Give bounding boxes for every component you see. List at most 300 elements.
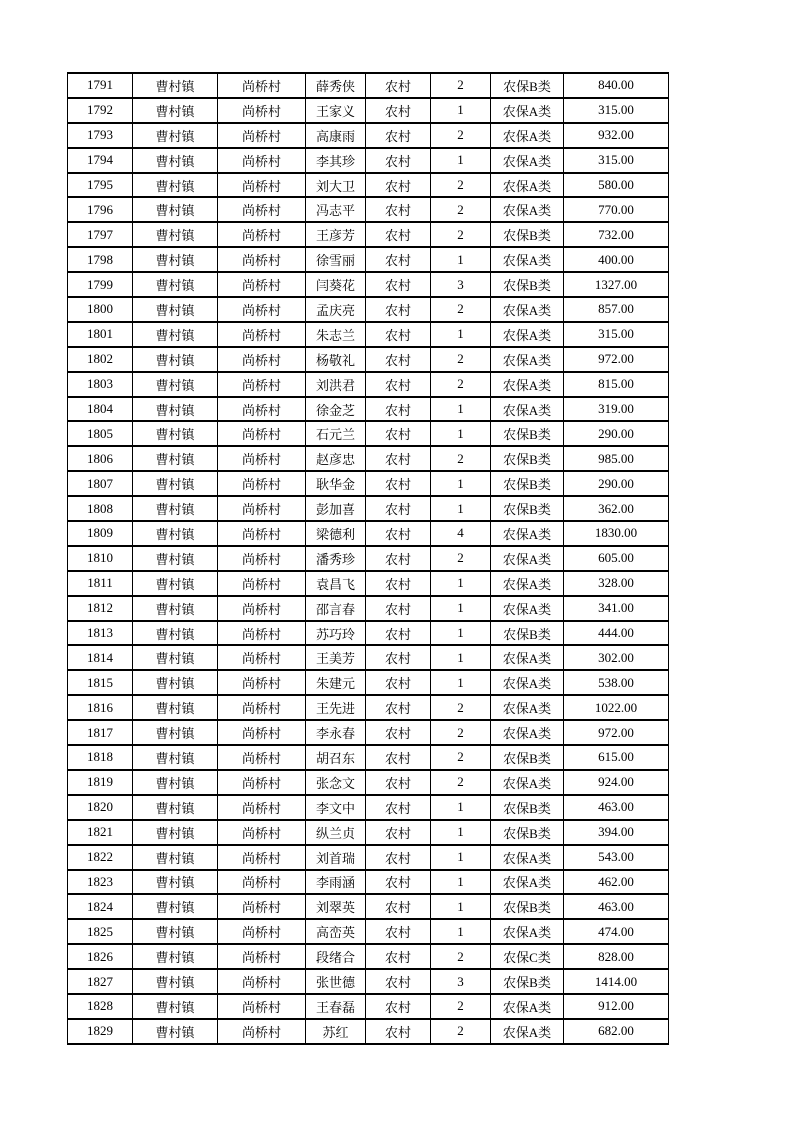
person-name-cell: 彭加喜 <box>306 496 366 521</box>
table-row <box>68 820 669 845</box>
person-name-cell: 赵彦忠 <box>306 446 366 471</box>
amount-cell: 912.00 <box>564 994 669 1019</box>
table-row <box>68 272 669 297</box>
person-name-cell: 张念文 <box>306 770 366 795</box>
amount-cell: 932.00 <box>564 123 669 148</box>
town-cell: 曹村镇 <box>133 670 218 695</box>
category-cell: 农村 <box>366 546 431 571</box>
town-cell: 曹村镇 <box>133 845 218 870</box>
village-cell: 尚桥村 <box>218 870 306 895</box>
amount-cell: 328.00 <box>564 571 669 596</box>
serial-number-cell: 1816 <box>68 695 133 720</box>
table-row <box>68 347 669 372</box>
insurance-type-cell: 农保A类 <box>491 919 564 944</box>
person-count-cell: 1 <box>431 148 491 173</box>
category-cell: 农村 <box>366 98 431 123</box>
insurance-type-cell: 农保A类 <box>491 123 564 148</box>
amount-cell: 972.00 <box>564 720 669 745</box>
town-cell: 曹村镇 <box>133 372 218 397</box>
person-count-cell: 2 <box>431 73 491 98</box>
person-count-cell: 2 <box>431 720 491 745</box>
village-cell: 尚桥村 <box>218 521 306 546</box>
amount-cell: 315.00 <box>564 148 669 173</box>
amount-cell: 341.00 <box>564 596 669 621</box>
insurance-type-cell: 农保A类 <box>491 695 564 720</box>
serial-number-cell: 1828 <box>68 994 133 1019</box>
amount-cell: 1327.00 <box>564 272 669 297</box>
amount-cell: 924.00 <box>564 770 669 795</box>
amount-cell: 770.00 <box>564 197 669 222</box>
table-row <box>68 720 669 745</box>
insurance-type-cell: 农保A类 <box>491 173 564 198</box>
category-cell: 农村 <box>366 720 431 745</box>
village-cell: 尚桥村 <box>218 919 306 944</box>
table-row <box>68 372 669 397</box>
village-cell: 尚桥村 <box>218 322 306 347</box>
person-name-cell: 刘翠英 <box>306 894 366 919</box>
table-row <box>68 919 669 944</box>
person-count-cell: 3 <box>431 969 491 994</box>
person-count-cell: 2 <box>431 1019 491 1044</box>
table-row <box>68 123 669 148</box>
table-row <box>68 173 669 198</box>
serial-number-cell: 1802 <box>68 347 133 372</box>
person-count-cell: 2 <box>431 770 491 795</box>
category-cell: 农村 <box>366 795 431 820</box>
insurance-type-cell: 农保A类 <box>491 571 564 596</box>
insurance-type-cell: 农保A类 <box>491 148 564 173</box>
person-count-cell: 2 <box>431 297 491 322</box>
town-cell: 曹村镇 <box>133 621 218 646</box>
person-count-cell: 2 <box>431 546 491 571</box>
town-cell: 曹村镇 <box>133 521 218 546</box>
serial-number-cell: 1810 <box>68 546 133 571</box>
town-cell: 曹村镇 <box>133 745 218 770</box>
category-cell: 农村 <box>366 471 431 496</box>
person-count-cell: 1 <box>431 98 491 123</box>
village-cell: 尚桥村 <box>218 745 306 770</box>
category-cell: 农村 <box>366 173 431 198</box>
person-name-cell: 李永春 <box>306 720 366 745</box>
table-row <box>68 1019 669 1044</box>
amount-cell: 732.00 <box>564 222 669 247</box>
table-row <box>68 596 669 621</box>
insurance-type-cell: 农保A类 <box>491 247 564 272</box>
insurance-type-cell: 农保A类 <box>491 994 564 1019</box>
serial-number-cell: 1811 <box>68 571 133 596</box>
insurance-type-cell: 农保A类 <box>491 347 564 372</box>
village-cell: 尚桥村 <box>218 496 306 521</box>
village-cell: 尚桥村 <box>218 247 306 272</box>
village-cell: 尚桥村 <box>218 571 306 596</box>
person-count-cell: 2 <box>431 123 491 148</box>
table-row <box>68 98 669 123</box>
insurance-type-cell: 农保A类 <box>491 197 564 222</box>
village-cell: 尚桥村 <box>218 820 306 845</box>
amount-cell: 362.00 <box>564 496 669 521</box>
insurance-type-cell: 农保A类 <box>491 546 564 571</box>
town-cell: 曹村镇 <box>133 322 218 347</box>
serial-number-cell: 1823 <box>68 870 133 895</box>
person-count-cell: 4 <box>431 521 491 546</box>
serial-number-cell: 1797 <box>68 222 133 247</box>
insurance-type-cell: 农保C类 <box>491 944 564 969</box>
table-row <box>68 944 669 969</box>
table-row <box>68 496 669 521</box>
serial-number-cell: 1824 <box>68 894 133 919</box>
amount-cell: 400.00 <box>564 247 669 272</box>
insurance-type-cell: 农保A类 <box>491 596 564 621</box>
person-name-cell: 冯志平 <box>306 197 366 222</box>
town-cell: 曹村镇 <box>133 73 218 98</box>
table-row <box>68 795 669 820</box>
person-count-cell: 2 <box>431 695 491 720</box>
amount-cell: 857.00 <box>564 297 669 322</box>
serial-number-cell: 1818 <box>68 745 133 770</box>
village-cell: 尚桥村 <box>218 546 306 571</box>
town-cell: 曹村镇 <box>133 148 218 173</box>
village-cell: 尚桥村 <box>218 297 306 322</box>
category-cell: 农村 <box>366 148 431 173</box>
person-name-cell: 苏巧玲 <box>306 621 366 646</box>
table-row <box>68 870 669 895</box>
serial-number-cell: 1807 <box>68 471 133 496</box>
serial-number-cell: 1820 <box>68 795 133 820</box>
person-count-cell: 1 <box>431 247 491 272</box>
person-name-cell: 王美芳 <box>306 645 366 670</box>
town-cell: 曹村镇 <box>133 645 218 670</box>
category-cell: 农村 <box>366 894 431 919</box>
category-cell: 农村 <box>366 297 431 322</box>
table-row <box>68 845 669 870</box>
insurance-type-cell: 农保A类 <box>491 770 564 795</box>
town-cell: 曹村镇 <box>133 1019 218 1044</box>
table-row <box>68 670 669 695</box>
person-name-cell: 李雨涵 <box>306 870 366 895</box>
amount-cell: 580.00 <box>564 173 669 198</box>
town-cell: 曹村镇 <box>133 496 218 521</box>
amount-cell: 972.00 <box>564 347 669 372</box>
table-row <box>68 148 669 173</box>
person-name-cell: 纵兰贞 <box>306 820 366 845</box>
category-cell: 农村 <box>366 645 431 670</box>
amount-cell: 615.00 <box>564 745 669 770</box>
person-count-cell: 2 <box>431 222 491 247</box>
category-cell: 农村 <box>366 969 431 994</box>
category-cell: 农村 <box>366 820 431 845</box>
table-row <box>68 770 669 795</box>
person-name-cell: 邵言春 <box>306 596 366 621</box>
town-cell: 曹村镇 <box>133 969 218 994</box>
town-cell: 曹村镇 <box>133 919 218 944</box>
serial-number-cell: 1821 <box>68 820 133 845</box>
town-cell: 曹村镇 <box>133 546 218 571</box>
amount-cell: 463.00 <box>564 894 669 919</box>
category-cell: 农村 <box>366 670 431 695</box>
village-cell: 尚桥村 <box>218 73 306 98</box>
town-cell: 曹村镇 <box>133 347 218 372</box>
village-cell: 尚桥村 <box>218 173 306 198</box>
village-cell: 尚桥村 <box>218 969 306 994</box>
amount-cell: 815.00 <box>564 372 669 397</box>
table-row <box>68 197 669 222</box>
person-name-cell: 李其珍 <box>306 148 366 173</box>
person-count-cell: 1 <box>431 471 491 496</box>
person-count-cell: 1 <box>431 845 491 870</box>
village-cell: 尚桥村 <box>218 471 306 496</box>
insurance-type-cell: 农保B类 <box>491 471 564 496</box>
serial-number-cell: 1800 <box>68 297 133 322</box>
village-cell: 尚桥村 <box>218 123 306 148</box>
amount-cell: 538.00 <box>564 670 669 695</box>
town-cell: 曹村镇 <box>133 894 218 919</box>
table-row <box>68 247 669 272</box>
insurance-type-cell: 农保B类 <box>491 73 564 98</box>
serial-number-cell: 1801 <box>68 322 133 347</box>
person-count-cell: 2 <box>431 446 491 471</box>
insurance-type-cell: 农保A类 <box>491 521 564 546</box>
table-row <box>68 695 669 720</box>
amount-cell: 290.00 <box>564 421 669 446</box>
person-name-cell: 刘洪君 <box>306 372 366 397</box>
person-count-cell: 1 <box>431 820 491 845</box>
insurance-type-cell: 农保A类 <box>491 645 564 670</box>
person-name-cell: 段绪合 <box>306 944 366 969</box>
table-row <box>68 745 669 770</box>
person-count-cell: 1 <box>431 870 491 895</box>
serial-number-cell: 1791 <box>68 73 133 98</box>
table-row <box>68 73 669 98</box>
serial-number-cell: 1826 <box>68 944 133 969</box>
person-name-cell: 薛秀侠 <box>306 73 366 98</box>
serial-number-cell: 1814 <box>68 645 133 670</box>
village-cell: 尚桥村 <box>218 695 306 720</box>
amount-cell: 985.00 <box>564 446 669 471</box>
insurance-type-cell: 农保A类 <box>491 98 564 123</box>
table-row <box>68 222 669 247</box>
town-cell: 曹村镇 <box>133 98 218 123</box>
insurance-type-cell: 农保A类 <box>491 670 564 695</box>
category-cell: 农村 <box>366 372 431 397</box>
serial-number-cell: 1805 <box>68 421 133 446</box>
person-name-cell: 张世德 <box>306 969 366 994</box>
person-name-cell: 刘首瑞 <box>306 845 366 870</box>
table-row <box>68 446 669 471</box>
amount-cell: 463.00 <box>564 795 669 820</box>
person-name-cell: 梁德利 <box>306 521 366 546</box>
category-cell: 农村 <box>366 845 431 870</box>
category-cell: 农村 <box>366 1019 431 1044</box>
serial-number-cell: 1796 <box>68 197 133 222</box>
amount-cell: 682.00 <box>564 1019 669 1044</box>
insurance-type-cell: 农保B类 <box>491 446 564 471</box>
person-count-cell: 1 <box>431 322 491 347</box>
table-row <box>68 471 669 496</box>
person-name-cell: 耿华金 <box>306 471 366 496</box>
insurance-type-cell: 农保A类 <box>491 870 564 895</box>
category-cell: 农村 <box>366 322 431 347</box>
category-cell: 农村 <box>366 994 431 1019</box>
town-cell: 曹村镇 <box>133 446 218 471</box>
insurance-type-cell: 农保B类 <box>491 222 564 247</box>
insurance-type-cell: 农保B类 <box>491 421 564 446</box>
amount-cell: 462.00 <box>564 870 669 895</box>
serial-number-cell: 1803 <box>68 372 133 397</box>
person-count-cell: 2 <box>431 944 491 969</box>
insurance-type-cell: 农保B类 <box>491 272 564 297</box>
person-name-cell: 王先进 <box>306 695 366 720</box>
table-row <box>68 521 669 546</box>
insurance-type-cell: 农保B类 <box>491 894 564 919</box>
person-name-cell: 高峦英 <box>306 919 366 944</box>
category-cell: 农村 <box>366 73 431 98</box>
serial-number-cell: 1829 <box>68 1019 133 1044</box>
category-cell: 农村 <box>366 272 431 297</box>
person-count-cell: 2 <box>431 745 491 770</box>
person-count-cell: 2 <box>431 197 491 222</box>
category-cell: 农村 <box>366 571 431 596</box>
person-name-cell: 袁昌飞 <box>306 571 366 596</box>
village-cell: 尚桥村 <box>218 795 306 820</box>
insurance-type-cell: 农保B类 <box>491 496 564 521</box>
town-cell: 曹村镇 <box>133 870 218 895</box>
table-row <box>68 994 669 1019</box>
category-cell: 农村 <box>366 347 431 372</box>
village-cell: 尚桥村 <box>218 347 306 372</box>
amount-cell: 302.00 <box>564 645 669 670</box>
person-name-cell: 潘秀珍 <box>306 546 366 571</box>
town-cell: 曹村镇 <box>133 720 218 745</box>
town-cell: 曹村镇 <box>133 571 218 596</box>
table-row <box>68 969 669 994</box>
amount-cell: 394.00 <box>564 820 669 845</box>
insurance-type-cell: 农保A类 <box>491 322 564 347</box>
person-name-cell: 石元兰 <box>306 421 366 446</box>
serial-number-cell: 1799 <box>68 272 133 297</box>
category-cell: 农村 <box>366 222 431 247</box>
category-cell: 农村 <box>366 695 431 720</box>
insurance-type-cell: 农保A类 <box>491 1019 564 1044</box>
serial-number-cell: 1808 <box>68 496 133 521</box>
serial-number-cell: 1813 <box>68 621 133 646</box>
village-cell: 尚桥村 <box>218 372 306 397</box>
person-name-cell: 王彦芳 <box>306 222 366 247</box>
person-count-cell: 1 <box>431 397 491 422</box>
person-count-cell: 1 <box>431 645 491 670</box>
village-cell: 尚桥村 <box>218 720 306 745</box>
person-count-cell: 2 <box>431 347 491 372</box>
person-count-cell: 3 <box>431 272 491 297</box>
category-cell: 农村 <box>366 870 431 895</box>
village-cell: 尚桥村 <box>218 397 306 422</box>
person-count-cell: 1 <box>431 596 491 621</box>
village-cell: 尚桥村 <box>218 596 306 621</box>
village-cell: 尚桥村 <box>218 222 306 247</box>
table-body <box>68 73 669 1044</box>
table-row <box>68 322 669 347</box>
serial-number-cell: 1804 <box>68 397 133 422</box>
village-cell: 尚桥村 <box>218 944 306 969</box>
person-name-cell: 闫葵花 <box>306 272 366 297</box>
insurance-type-cell: 农保B类 <box>491 745 564 770</box>
table-row <box>68 546 669 571</box>
amount-cell: 319.00 <box>564 397 669 422</box>
insurance-type-cell: 农保A类 <box>491 845 564 870</box>
person-count-cell: 1 <box>431 795 491 820</box>
town-cell: 曹村镇 <box>133 820 218 845</box>
amount-cell: 840.00 <box>564 73 669 98</box>
person-name-cell: 徐金芝 <box>306 397 366 422</box>
person-count-cell: 1 <box>431 670 491 695</box>
amount-cell: 1022.00 <box>564 695 669 720</box>
town-cell: 曹村镇 <box>133 421 218 446</box>
table-row <box>68 397 669 422</box>
amount-cell: 290.00 <box>564 471 669 496</box>
category-cell: 农村 <box>366 247 431 272</box>
category-cell: 农村 <box>366 397 431 422</box>
village-cell: 尚桥村 <box>218 148 306 173</box>
town-cell: 曹村镇 <box>133 695 218 720</box>
person-name-cell: 王春磊 <box>306 994 366 1019</box>
amount-cell: 1414.00 <box>564 969 669 994</box>
village-cell: 尚桥村 <box>218 421 306 446</box>
person-name-cell: 朱志兰 <box>306 322 366 347</box>
category-cell: 农村 <box>366 919 431 944</box>
village-cell: 尚桥村 <box>218 197 306 222</box>
village-cell: 尚桥村 <box>218 98 306 123</box>
town-cell: 曹村镇 <box>133 944 218 969</box>
village-cell: 尚桥村 <box>218 645 306 670</box>
table-row <box>68 621 669 646</box>
amount-cell: 1830.00 <box>564 521 669 546</box>
category-cell: 农村 <box>366 446 431 471</box>
category-cell: 农村 <box>366 123 431 148</box>
category-cell: 农村 <box>366 944 431 969</box>
person-count-cell: 2 <box>431 372 491 397</box>
village-cell: 尚桥村 <box>218 994 306 1019</box>
serial-number-cell: 1793 <box>68 123 133 148</box>
table-row <box>68 421 669 446</box>
amount-cell: 543.00 <box>564 845 669 870</box>
table-row <box>68 297 669 322</box>
person-name-cell: 李文中 <box>306 795 366 820</box>
person-count-cell: 1 <box>431 496 491 521</box>
person-name-cell: 徐雪丽 <box>306 247 366 272</box>
town-cell: 曹村镇 <box>133 197 218 222</box>
table-row <box>68 645 669 670</box>
person-count-cell: 1 <box>431 571 491 596</box>
town-cell: 曹村镇 <box>133 471 218 496</box>
serial-number-cell: 1806 <box>68 446 133 471</box>
person-name-cell: 胡召东 <box>306 745 366 770</box>
amount-cell: 474.00 <box>564 919 669 944</box>
town-cell: 曹村镇 <box>133 397 218 422</box>
table-row <box>68 894 669 919</box>
insurance-type-cell: 农保A类 <box>491 720 564 745</box>
village-cell: 尚桥村 <box>218 845 306 870</box>
serial-number-cell: 1794 <box>68 148 133 173</box>
person-name-cell: 王家义 <box>306 98 366 123</box>
serial-number-cell: 1792 <box>68 98 133 123</box>
category-cell: 农村 <box>366 745 431 770</box>
town-cell: 曹村镇 <box>133 596 218 621</box>
serial-number-cell: 1819 <box>68 770 133 795</box>
town-cell: 曹村镇 <box>133 272 218 297</box>
table-row <box>68 571 669 596</box>
town-cell: 曹村镇 <box>133 795 218 820</box>
village-cell: 尚桥村 <box>218 272 306 297</box>
village-cell: 尚桥村 <box>218 1019 306 1044</box>
